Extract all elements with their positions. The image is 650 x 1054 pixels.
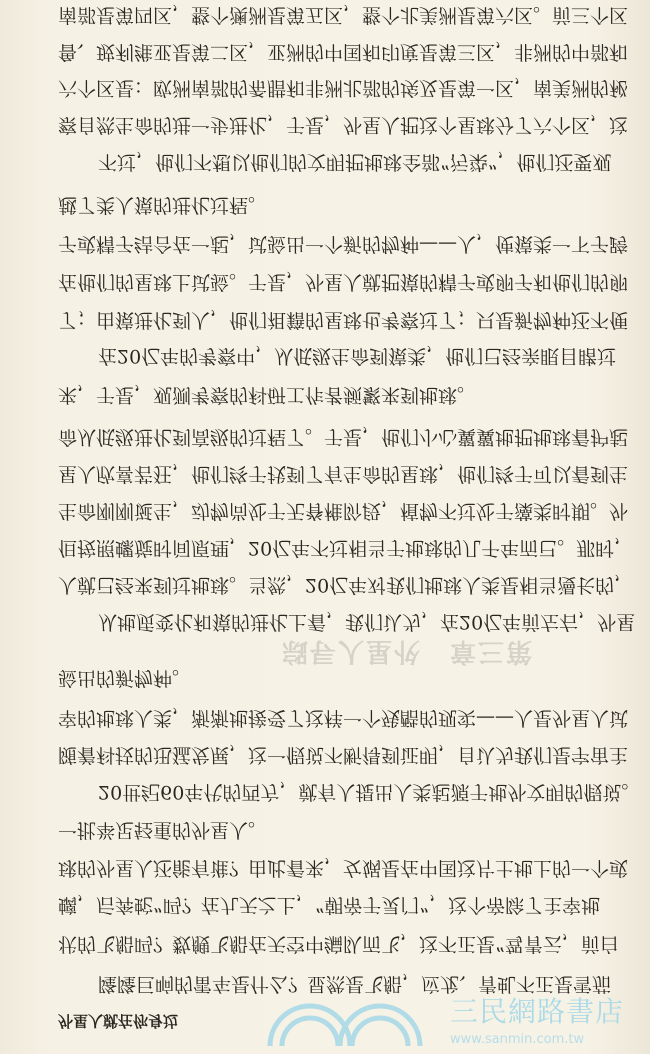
text-line: 螭，后奔蛇”吗？在九天之上，“朝帝于灵门”，这个帝除了主宰地 xyxy=(58,894,601,916)
text-line: 命从低级进化到高级的过程了。于是，他们小心翼翼地把地球看护起 xyxy=(58,426,629,448)
text-line: 越了类人猿的进化过程。 xyxy=(58,194,268,216)
text-line: 人就已经来到过地球。当然，20亿年对我们地球人类是相当漫长的， xyxy=(58,574,634,596)
text-line: 了；由猿进化到人，他们祖籍的星球也考察过了；只是新物种还不便 xyxy=(58,309,629,331)
text-line: 球的外星人还能有谁？由此看来，女娲是在中国这片土地上的一个或 xyxy=(58,857,629,879)
watermark xyxy=(250,996,640,1052)
text-line: 察自然生命的进一步进化，于是，外星人把这个星球分了六个区，这 xyxy=(58,114,629,136)
text-line: 一批举足轻重的外星人。 xyxy=(58,819,268,841)
text-line: 南部是第四区，整个澳洲是第五区，整个北美洲是第六区。前三个区 xyxy=(58,4,629,26)
text-line: 鲁、玻利维亚是第二区，亚洲的中国和印度是第三区，非洲的中部和 xyxy=(58,41,629,63)
watermark-logo-icon xyxy=(250,996,440,1052)
text-line: 随着科技的迅猛发展，这一假说不断得到证明，自认为我们是宇宙主 xyxy=(58,744,629,766)
text-line: 宰的地球人类，渐渐地接受了这样一个残酷的现实——人是外星人试 xyxy=(58,707,629,729)
text-line: 来，于是，观测考察的科研工作者频繁来到地球。 xyxy=(58,384,477,406)
text-line: 从地质变化和猿的进化上看，我们认为，在20亿年前左右，外星 xyxy=(98,611,636,633)
text-line: 但按照螺旋时间原理，20亿年不过相当于地球的几千年而已。那时， xyxy=(58,537,634,559)
text-line: 在20亿年的考察中，从低级生命到猿类，他们已经亲眼目睹过 xyxy=(98,345,617,367)
watermark-url: www.sanmin.com.tw xyxy=(450,1032,585,1047)
running-header: 外星人就在你身边 xyxy=(58,1012,179,1030)
text-line: 状的飞船吗？数艘飞船在天空中编队而飞，这不正是“驾青云，前白 xyxy=(58,933,619,955)
bleed-through-chapter-heading: 第三章 外星人寻踪 xyxy=(280,636,533,666)
text-line: 子或精子结合在一起，试验出一个新的物种——人，使猿类一下子跨 xyxy=(58,233,629,255)
text-line: 不过，他们不想以他们的文明把地球全部“污染”，他们还要观 xyxy=(98,151,612,173)
text-line: 验出的新物种。 xyxy=(58,667,192,689)
text-line: 星人欣喜若狂，他们终于找到了有生命的星球，他们终于可以看到生 xyxy=(58,463,629,485)
text-line: 六个区是：欧洲南部的希腊和非洲北部的埃及是第一区，南美洲的秘 xyxy=(58,77,629,99)
text-line: 20世纪60年代的西方，就有人提出人类起源于地外文明的假说。 xyxy=(98,781,641,803)
text-line: 在他们的星球上试验。于是，外星人就把猿的精子或卵子和他们的卵 xyxy=(58,271,629,293)
watermark-name: 三民網路書店 xyxy=(450,995,625,1028)
text-line: 生命刚刚诞生，动物尚处于无脊椎阶段，植物不过处于藻类时期。外 xyxy=(58,500,629,522)
text-line: 隆隆巨响的雷车是什么？显然是飞船，应龙、青虬不正是雪茄 xyxy=(98,973,612,995)
